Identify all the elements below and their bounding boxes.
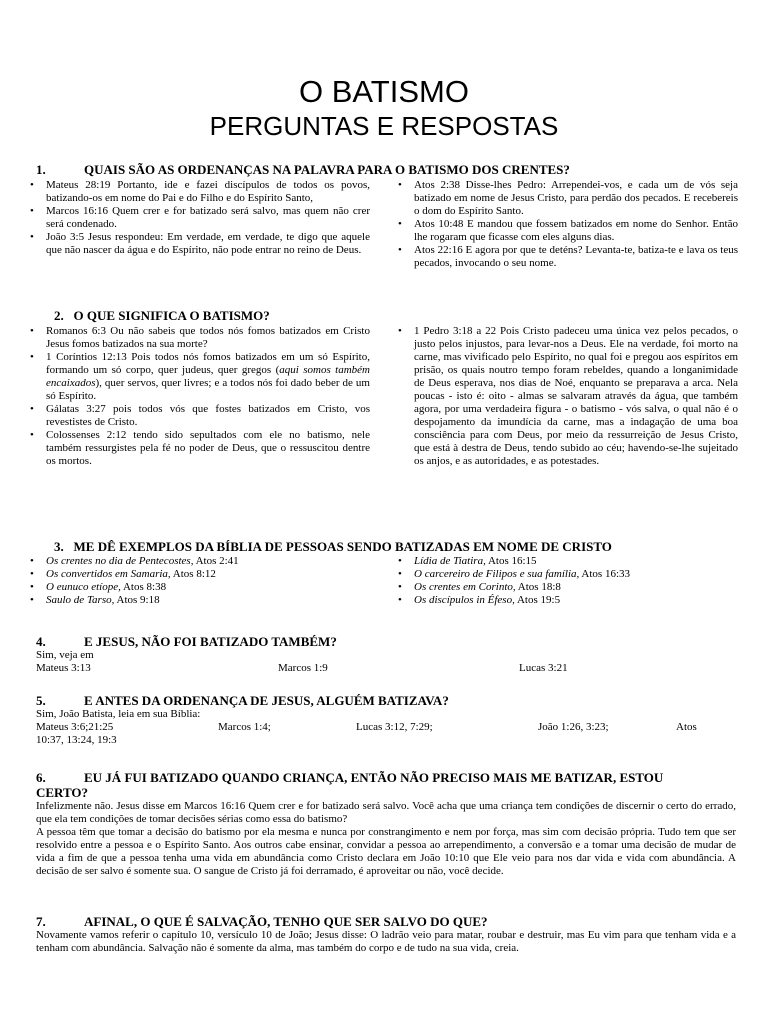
question-7-heading	[36, 914, 736, 929]
question-3	[36, 539, 736, 610]
question-text: E JESUS, NÃO FOI BATIZADO TAMBÉM?	[84, 634, 337, 649]
list-item: • Saulo de Tarso, Atos 9:18	[28, 594, 370, 607]
q3-right-list	[396, 555, 738, 607]
reference-continuation: 10:37, 13:24, 19:3	[36, 734, 117, 746]
question-7	[36, 914, 736, 955]
list-item: • Atos 2:38 Disse-lhes Pedro: Arrependei-vos, e cada um de vós seja batizado em nome de Jesus Cristo, para perdão dos pecados. E recebereis o dom do Espírito Santo.	[396, 179, 738, 218]
reference: Mateus 3:6;21:25	[36, 721, 114, 733]
list-item: • Os discípulos in Éfeso, Atos 19:5	[396, 594, 738, 607]
answer-intro: Sim, veja em	[36, 649, 94, 661]
question-text: O QUE SIGNIFICA O BATISMO?	[73, 308, 270, 323]
list-item: • Romanos 6:3 Ou não sabeis que todos nós fomos batizados em Cristo Jesus fomos batizados na sua morte?	[28, 325, 370, 351]
reference: Lucas 3:12, 7:29;	[356, 721, 433, 733]
question-number: 4.	[36, 634, 46, 649]
question-6-heading-cont: CERTO?	[36, 785, 89, 800]
answer-paragraph: Novamente vamos referir o capítulo 10, versículo 10 de João; Jesus disse: O ladrão veio para matar, roubar e destruir, mas Eu vim para que tenham vida e a tenham com abundância. Salvação não é somente da alma, mas também do corpo e de tudo na sua vida, creia.	[36, 929, 736, 954]
document-subtitle: PERGUNTAS E RESPOSTAS	[209, 111, 559, 141]
reference: Mateus 3:13	[36, 662, 91, 674]
reference: Atos	[676, 721, 697, 733]
document-title: O BATISMO	[299, 74, 469, 109]
list-item: • Mateus 28:19 Portanto, ide e fazei discípulos de todos os povos, batizando-os em nome do Pai e do Filho e do Espírito Santo,	[28, 179, 370, 205]
q2-left-list	[28, 325, 370, 468]
reference-row	[36, 662, 736, 675]
question-5-heading	[36, 693, 736, 708]
reference: Lucas 3:21	[519, 662, 568, 674]
question-number: 5.	[36, 693, 46, 708]
list-item: • Os crentes em Corinto, Atos 18:8	[396, 581, 738, 594]
list-item: • 1 Coríntios 12:13 Pois todos nós fomos batizados em um só Espírito, formando um só corpo, quer judeus, quer gregos (aqui somos também encaixados), quer servos, quer livres; e a todos nós foi dado beber de um só Espírito.	[28, 351, 370, 403]
list-item: • João 3:5 Jesus respondeu: Em verdade, em verdade, te digo que aquele que não nascer da água e do Espírito, não pode entrar no reino de Deus.	[28, 231, 370, 257]
question-6-heading	[36, 770, 736, 785]
question-4-heading	[36, 634, 736, 649]
list-item: • Gálatas 3:27 pois todos vós que fostes batizados em Cristo, vos revestistes de Cristo.	[28, 403, 370, 429]
question-5	[36, 693, 736, 747]
question-2-heading	[36, 308, 736, 323]
reference-row	[36, 721, 736, 734]
q1-left-list	[28, 179, 370, 257]
list-item: • Atos 10:48 E mandou que fossem batizados em nome do Senhor. Então lhe rogaram que ficasse com eles alguns dias.	[396, 218, 738, 244]
answer-paragraph: A pessoa têm que tomar a decisão do batismo por ela mesma e nunca por constrangimento e nem por força, mas sim com decisão própria. Tudo tem que ser resolvido entre a pessoa e o Espírito Santo. Aos outros cabe ensinar, convidar a pessoa ao arrependimento, a conversão e a tomar uma decisão de mudar de vida a fim de que a pessoa tenha uma vida em abundância como Cristo declara em João 10:10 que Ele veio para nos dar vida e vida com abundância. A decisão de ser salvo é somente sua. O sangue de Cristo já foi derramado, é aproveitar ou não, você decide.	[36, 826, 736, 877]
question-number: 2.	[54, 308, 64, 323]
question-number: 7.	[36, 914, 46, 929]
answer-paragraph: Infelizmente não. Jesus disse em Marcos 16:16 Quem crer e for batizado será salvo. Você acha que uma criança tem condições de discernir o certo do errado, que ela tem condições de tomar decisões sérias como essa do batismo?	[36, 800, 736, 825]
reference: João 1:26, 3:23;	[538, 721, 609, 733]
question-1-heading	[36, 162, 736, 177]
list-item: • Os convertidos em Samaria, Atos 8:12	[28, 568, 370, 581]
list-item: • 1 Pedro 3:18 a 22 Pois Cristo padeceu uma única vez pelos pecados, o justo pelos injustos, para levar-nos a Deus. Ele na verdade, foi morto na carne, mas vivificado pelo Espírito, no qual foi e pregou aos espíritos em prisão, os quais noutro tempo foram rebeldes, quando a longanimidade de Deus esperava, nos dias de Noé, enquanto se preparava a arca. Nela poucas - isto é: oito - almas se salvaram através da água, que também agora, por uma verdadeira figura - o batismo - vós salva, o qual não é o despojamento da imundícia da carne, mas a indagação de uma boa consciência para com Deus, por meio da ressurreição de Jesus Cristo, que está à destra de Deus, tendo subido ao céu; havendo-se-lhe sujeitado os anjos, e as autoridades, e as potestades.	[396, 325, 738, 468]
question-2	[36, 308, 736, 523]
question-number: 1.	[36, 162, 46, 177]
reference: Marcos 1:9	[278, 662, 328, 674]
question-number: 3.	[54, 539, 64, 554]
q2-right-list	[396, 325, 738, 468]
question-text: E ANTES DA ORDENANÇA DE JESUS, ALGUÉM BATIZAVA?	[84, 693, 449, 708]
list-item: • Atos 22:16 E agora por que te deténs? Levanta-te, batiza-te e lava os teus pecados, invocando o seu nome.	[396, 244, 738, 270]
question-text: ME DÊ EXEMPLOS DA BÍBLIA DE PESSOAS SENDO BATIZADAS EM NOME DE CRISTO	[73, 539, 612, 554]
question-1	[36, 162, 736, 297]
list-item: • O carcereiro de Filipos e sua família, Atos 16:33	[396, 568, 738, 581]
list-item: • Colossenses 2:12 tendo sido sepultados com ele no batismo, nele também ressurgistes pela fé no poder de Deus, que o ressuscitou dentre os mortos.	[28, 429, 370, 468]
question-text: AFINAL, O QUE É SALVAÇÃO, TENHO QUE SER SALVO DO QUE?	[84, 914, 488, 929]
list-item: • Lídia de Tiatira, Atos 16:15	[396, 555, 738, 568]
list-item: • Os crentes no dia de Pentecostes, Atos 2:41	[28, 555, 370, 568]
question-3-heading	[36, 539, 736, 554]
answer-intro: Sim, João Batista, leia em sua Bíblia:	[36, 708, 201, 720]
list-item: • O eunuco etíope, Atos 8:38	[28, 581, 370, 594]
list-item: • Marcos 16:16 Quem crer e for batizado será salvo, mas quem não crer será condenado.	[28, 205, 370, 231]
q1-right-list	[396, 179, 738, 270]
question-4	[36, 634, 736, 675]
question-6	[36, 770, 736, 878]
q3-left-list	[28, 555, 370, 607]
question-text: QUAIS SÃO AS ORDENANÇAS NA PALAVRA PARA O BATISMO DOS CRENTES?	[84, 162, 570, 177]
question-text: EU JÁ FUI BATIZADO QUANDO CRIANÇA, ENTÃO NÃO PRECISO MAIS ME BATIZAR, ESTOU	[84, 770, 664, 785]
question-number: 6.	[36, 770, 46, 785]
reference: Marcos 1:4;	[218, 721, 271, 733]
